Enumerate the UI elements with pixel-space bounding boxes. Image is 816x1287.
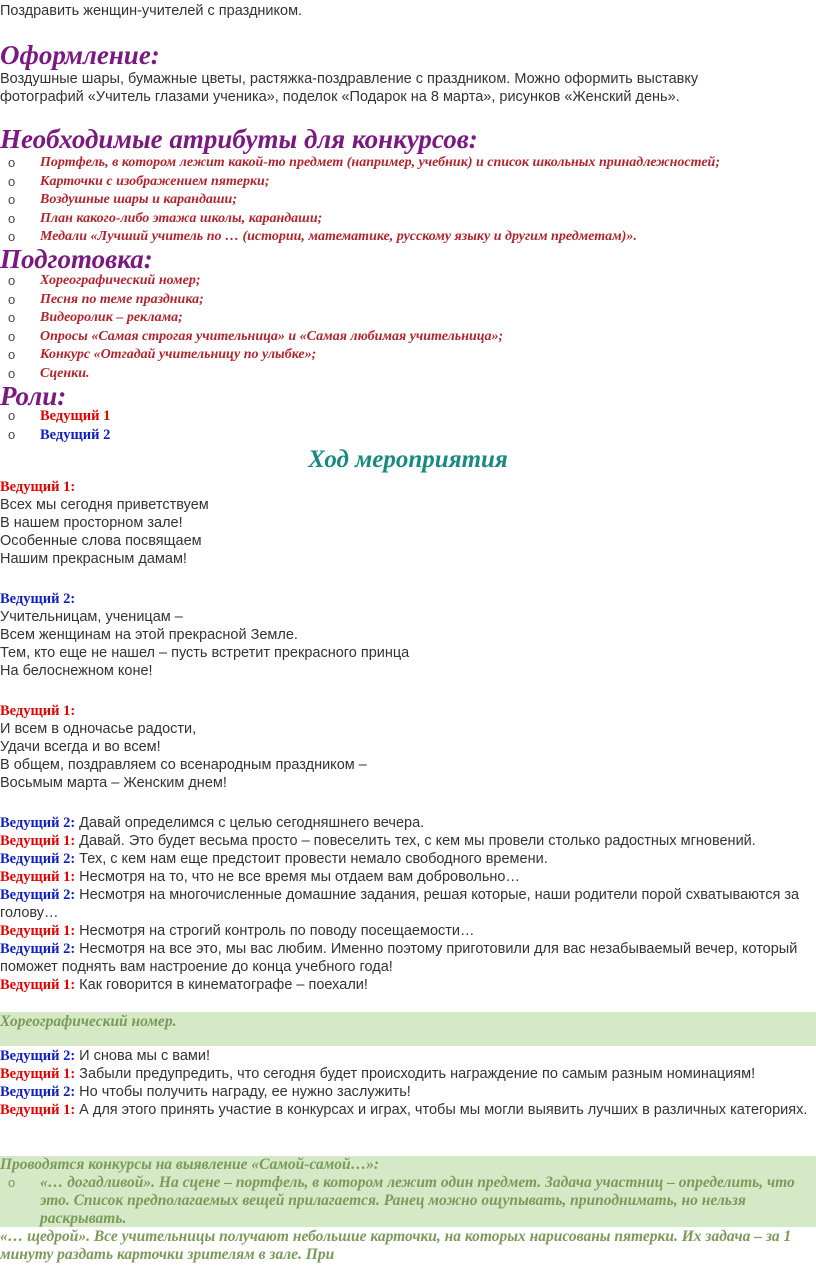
list-item-text: Портфель, в котором лежит какой-то предмет (например, учебник) и список школьных принадлежностей; <box>40 155 720 170</box>
contests-band <box>0 1156 816 1227</box>
speaker-label: Ведущий 2: <box>0 591 76 607</box>
bullet-icon: o <box>8 408 16 423</box>
bullet-icon: o <box>8 173 16 189</box>
dialogue-text: Несмотря на строгий контроль по поводу посещаемости… <box>75 923 475 939</box>
preparation-list <box>0 272 816 384</box>
list-item-text: Карточки с изображением пятерки; <box>40 173 270 189</box>
dialogue-text: Как говорится в кинематографе – поехали! <box>75 977 368 993</box>
preparation-heading: Подготовка: <box>0 244 153 274</box>
attributes-list <box>0 154 816 247</box>
poem-line: Тем, кто еще не нашел – пусть встретит прекрасного принца <box>0 645 410 661</box>
speaker-label: Ведущий 1: <box>0 869 76 885</box>
dialogue-line <box>0 850 812 868</box>
decoration-heading: Оформление: <box>0 40 160 70</box>
bullet-icon: o <box>8 426 16 442</box>
list-item <box>0 309 816 328</box>
poem-line: Особенные слова посвящаем <box>0 533 202 549</box>
role-host-1: Ведущий 1 <box>40 408 111 424</box>
dialogue-text: Тех, с кем нам еще предстоит провести немало свободного времени. <box>75 851 548 867</box>
poem-block-1 <box>0 478 209 568</box>
dialogue-text: Несмотря на все это, мы вас любим. Именно поэтому приготовили для вас незабываемый вечер, который поможет поднять вам настроение до конца учебного года! <box>0 941 798 975</box>
dialogue-line <box>0 1047 812 1065</box>
dialogue-block-2 <box>0 1047 812 1119</box>
dialogue-text: И снова мы с вами! <box>75 1048 210 1064</box>
dialogue-line <box>0 1083 812 1101</box>
bullet-icon: o <box>8 1175 16 1190</box>
decoration-line-1: Воздушные шары, бумажные цветы, растяжка-поздравление с праздником. Можно оформить выставку <box>0 71 699 87</box>
bullet-icon: o <box>8 155 16 170</box>
dialogue-text: Несмотря на многочисленные домашние задания, решая которые, наши родители порой схватываются за голову… <box>0 887 800 921</box>
speaker-label: Ведущий 2: <box>0 851 76 867</box>
poem-line: В нашем просторном зале! <box>0 515 183 531</box>
list-item <box>0 272 816 291</box>
speaker-label: Ведущий 1: <box>0 833 76 849</box>
dialogue-line <box>0 886 812 922</box>
dialogue-line <box>0 832 812 850</box>
bullet-icon: o <box>8 365 16 381</box>
speaker-label: Ведущий 1: <box>0 923 76 939</box>
bullet-icon: o <box>8 192 16 208</box>
bullet-icon: o <box>8 210 16 226</box>
poem-line: Всем женщинам на этой прекрасной Земле. <box>0 627 298 643</box>
event-title: Ход мероприятия <box>308 446 508 473</box>
list-item <box>0 173 816 192</box>
poem-line: Удачи всегда и во всем! <box>0 739 161 755</box>
list-item <box>0 346 816 365</box>
poem-line: В общем, поздравляем со всенародным праздником – <box>0 757 367 773</box>
list-item-text: Опросы «Самая строгая учительница» и «Самая любимая учительница»; <box>40 328 504 344</box>
list-item <box>0 365 816 384</box>
dance-note-band <box>0 1012 816 1046</box>
list-item-text: Воздушные шары и карандаши; <box>40 192 238 208</box>
speaker-label: Ведущий 2: <box>0 1084 76 1100</box>
poem-block-3 <box>0 702 367 792</box>
dialogue-line <box>0 814 812 832</box>
contest-1-text: «… догадливой». На сцене – портфель, в котором лежит один предмет. Задача участниц – определить, что это. Список предполагаемых вещей прилагается. Ранец можно ощупывать, приподнимать, но нельзя раскрывать. <box>40 1174 795 1227</box>
roles-heading: Роли: <box>0 381 67 411</box>
intro-text: Поздравить женщин-учителей с праздником. <box>0 3 303 19</box>
list-item-text: Песня по теме праздника; <box>40 291 204 307</box>
dialogue-line <box>0 868 812 886</box>
role-host-2: Ведущий 2 <box>40 426 111 443</box>
bullet-icon: o <box>8 229 16 245</box>
bullet-icon: o <box>8 328 16 344</box>
speaker-label: Ведущий 2: <box>0 815 76 831</box>
list-item <box>0 426 816 445</box>
list-item-text: Сценки. <box>40 365 90 381</box>
speaker-label: Ведущий 2: <box>0 941 76 957</box>
dialogue-line <box>0 1101 812 1119</box>
list-item-text: Хореографический номер; <box>40 273 201 288</box>
poem-line: И всем в одночасье радости, <box>0 721 197 737</box>
list-item <box>0 328 816 347</box>
list-item-text: Медали «Лучший учитель по … (истории, математике, русскому языку и другим предметам)». <box>40 229 637 245</box>
bullet-icon: o <box>8 310 16 326</box>
speaker-label: Ведущий 1: <box>0 1102 76 1118</box>
speaker-label: Ведущий 2: <box>0 1048 76 1064</box>
dialogue-line <box>0 922 812 940</box>
list-item-text: Видеоролик – реклама; <box>40 310 183 326</box>
poem-line: Восьмым марта – Женским днем! <box>0 775 227 791</box>
dialogue-text: Забыли предупредить, что сегодня будет происходить награждение по самым разным номинациям! <box>75 1066 756 1082</box>
poem-line: Всех мы сегодня приветствуем <box>0 497 209 513</box>
dialogue-line <box>0 976 812 994</box>
list-item-text: Конкурс «Отгадай учительницу по улыбке»; <box>40 347 317 363</box>
dialogue-text: Давай. Это будет весьма просто – повеселить тех, с кем мы провели столько радостных мгновений. <box>75 833 756 849</box>
attributes-heading: Необходимые атрибуты для конкурсов: <box>0 124 478 154</box>
speaker-label: Ведущий 2: <box>0 887 76 903</box>
dialogue-block-1 <box>0 814 812 994</box>
list-item-text: План какого-либо этажа школы, карандаши; <box>40 210 323 226</box>
list-item <box>0 154 816 173</box>
bullet-icon: o <box>8 347 16 363</box>
list-item <box>0 291 816 310</box>
bullet-icon: o <box>8 273 16 288</box>
contests-heading: Проводятся конкурсы на выявление «Самой-самой…»: <box>0 1156 380 1173</box>
dance-note: Хореографический номер. <box>0 1013 177 1030</box>
decoration-line-2: фотографий «Учитель глазами ученика», поделок «Подарок на 8 марта», рисунков «Женский день». <box>0 89 680 105</box>
dialogue-line <box>0 940 812 976</box>
dialogue-text: Но чтобы получить награду, ее нужно заслужить! <box>75 1084 411 1100</box>
list-item <box>0 407 816 426</box>
poem-line: На белоснежном коне! <box>0 663 153 679</box>
poem-block-2 <box>0 590 409 680</box>
poem-line: Нашим прекрасным дамам! <box>0 551 187 567</box>
poem-line: Учительницам, ученицам – <box>0 609 183 625</box>
roles-list <box>0 407 816 444</box>
dialogue-text: Давай определимся с целью сегодняшнего вечера. <box>75 815 425 831</box>
list-item <box>0 191 816 210</box>
contest-item <box>0 1174 816 1227</box>
list-item <box>0 210 816 229</box>
speaker-label: Ведущий 1: <box>0 703 76 719</box>
speaker-label: Ведущий 1: <box>0 977 76 993</box>
speaker-label: Ведущий 1: <box>0 1066 76 1082</box>
bullet-icon: o <box>8 291 16 307</box>
speaker-label: Ведущий 1: <box>0 479 76 495</box>
dialogue-text: Несмотря на то, что не все время мы отдаем вам добровольно… <box>75 869 520 885</box>
dialogue-text: А для этого принять участие в конкурсах и играх, чтобы мы могли выявить лучших в различных категориях. <box>75 1102 808 1118</box>
contest-2-text: «… щедрой». Все учительницы получают небольшие карточки, на которых нарисованы пятерки. Их задача – за 1 минуту раздать карточки зрителям в зале. При <box>0 1228 812 1264</box>
dialogue-line <box>0 1065 812 1083</box>
